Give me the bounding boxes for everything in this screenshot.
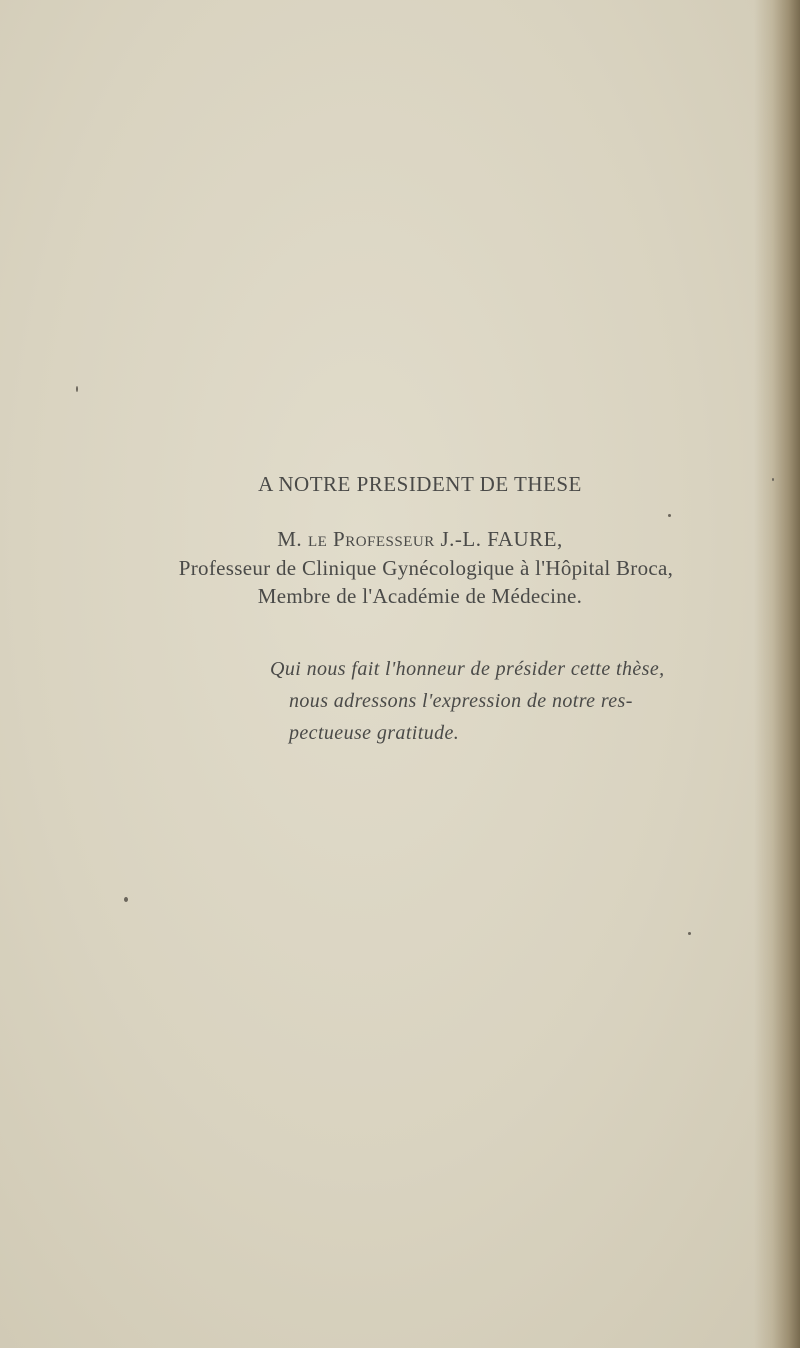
dedication-line: pectueuse gratitude.: [289, 722, 460, 744]
paper-speck: [124, 897, 128, 902]
professor-prefix: M.: [277, 527, 303, 551]
professor-name: J.-L. FAURE,: [440, 527, 563, 551]
paper-speck: [688, 932, 691, 935]
professor-position: Professeur de Clinique Gynécologique à l'Hôpital Broca,: [178, 556, 674, 580]
paper-speck: [668, 514, 671, 517]
dedication-line: nous adressons l'expression de notre res-: [289, 690, 633, 712]
page-binding-edge: [754, 0, 800, 1348]
dedication-text: [270, 653, 740, 749]
professor-line: [0, 527, 800, 552]
paper-speck: [76, 386, 78, 392]
dedication-line: Qui nous fait l'honneur de présider cette thèse,: [270, 658, 665, 680]
dedication-heading: A NOTRE PRESIDENT DE THESE: [258, 472, 582, 496]
professor-title: le Professeur: [307, 527, 435, 551]
professor-membership: Membre de l'Académie de Médecine.: [257, 584, 583, 608]
